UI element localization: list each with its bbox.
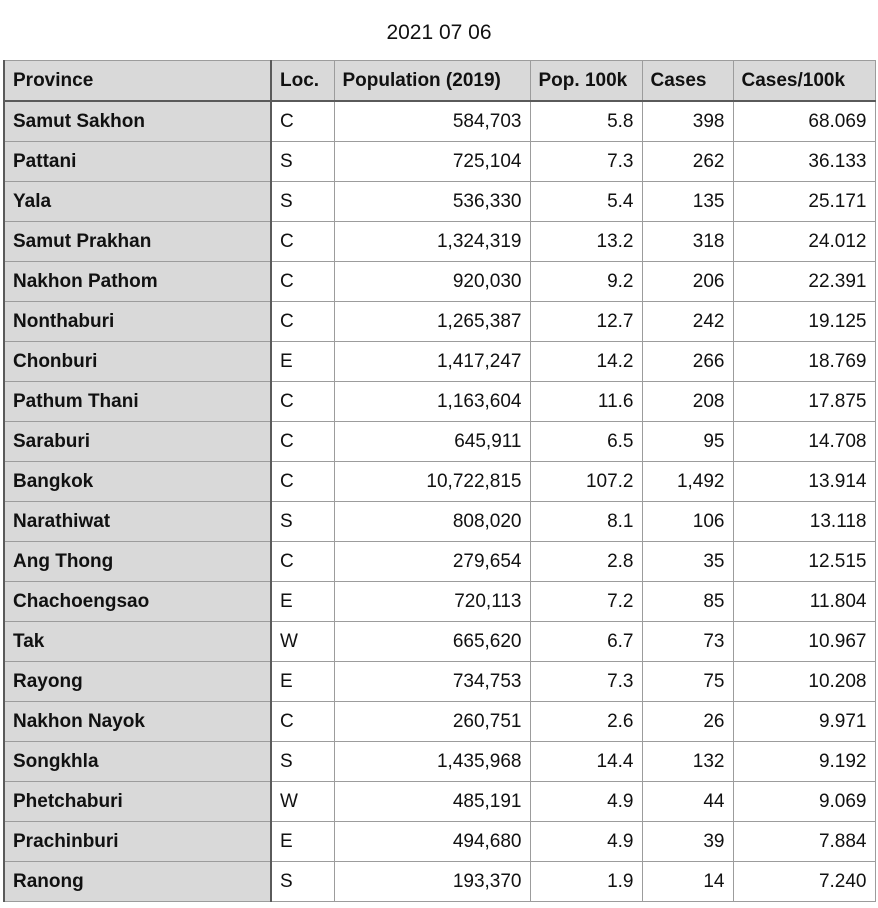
cell-cases: 206 (642, 262, 733, 302)
cell-loc: C (271, 382, 334, 422)
cell-cases-per-100k: 7.884 (733, 822, 875, 862)
cell-population: 260,751 (334, 702, 530, 742)
cell-loc: E (271, 822, 334, 862)
cell-pop-100k: 14.2 (530, 342, 642, 382)
cell-pop-100k: 107.2 (530, 462, 642, 502)
cell-loc: C (271, 222, 334, 262)
cell-cases-per-100k: 11.804 (733, 582, 875, 622)
cell-cases-per-100k: 17.875 (733, 382, 875, 422)
column-header-province: Province (4, 61, 271, 102)
cell-cases-per-100k: 22.391 (733, 262, 875, 302)
cell-pop-100k: 7.2 (530, 582, 642, 622)
table-row (4, 702, 875, 742)
cell-loc: W (271, 782, 334, 822)
cell-cases-per-100k: 12.515 (733, 542, 875, 582)
cell-cases: 266 (642, 342, 733, 382)
cell-loc: S (271, 742, 334, 782)
cell-cases-per-100k: 7.240 (733, 862, 875, 902)
cell-loc: S (271, 862, 334, 902)
header-row (4, 61, 875, 102)
table-row (4, 422, 875, 462)
cell-cases: 35 (642, 542, 733, 582)
cell-cases-per-100k: 9.192 (733, 742, 875, 782)
column-header-pop-100k: Pop. 100k (530, 61, 642, 102)
table-row (4, 262, 875, 302)
cell-cases: 132 (642, 742, 733, 782)
table-row (4, 142, 875, 182)
cell-province: Chachoengsao (4, 582, 271, 622)
cell-cases: 398 (642, 101, 733, 142)
column-header-cases: Cases (642, 61, 733, 102)
cell-cases: 106 (642, 502, 733, 542)
cell-pop-100k: 14.4 (530, 742, 642, 782)
cell-loc: W (271, 622, 334, 662)
cell-province: Chonburi (4, 342, 271, 382)
column-header-cases-per-100k: Cases/100k (733, 61, 875, 102)
cell-population: 485,191 (334, 782, 530, 822)
cell-population: 808,020 (334, 502, 530, 542)
cell-cases-per-100k: 36.133 (733, 142, 875, 182)
cell-cases: 75 (642, 662, 733, 702)
table-row (4, 502, 875, 542)
cell-loc: C (271, 542, 334, 582)
cell-province: Samut Sakhon (4, 101, 271, 142)
cell-loc: C (271, 702, 334, 742)
table-row (4, 862, 875, 902)
cell-province: Nakhon Nayok (4, 702, 271, 742)
cell-loc: S (271, 142, 334, 182)
cell-pop-100k: 13.2 (530, 222, 642, 262)
cell-cases: 85 (642, 582, 733, 622)
table-header (4, 61, 875, 102)
cell-pop-100k: 2.6 (530, 702, 642, 742)
cell-province: Phetchaburi (4, 782, 271, 822)
table-row (4, 222, 875, 262)
cell-province: Pathum Thani (4, 382, 271, 422)
cell-population: 720,113 (334, 582, 530, 622)
cell-cases: 39 (642, 822, 733, 862)
table-row (4, 382, 875, 422)
cell-pop-100k: 6.5 (530, 422, 642, 462)
cell-pop-100k: 5.8 (530, 101, 642, 142)
table-row (4, 462, 875, 502)
cell-province: Samut Prakhan (4, 222, 271, 262)
cell-cases-per-100k: 10.208 (733, 662, 875, 702)
cell-pop-100k: 9.2 (530, 262, 642, 302)
cell-province: Yala (4, 182, 271, 222)
cell-pop-100k: 7.3 (530, 142, 642, 182)
cell-province: Nonthaburi (4, 302, 271, 342)
cell-cases: 14 (642, 862, 733, 902)
cell-province: Tak (4, 622, 271, 662)
cell-cases-per-100k: 19.125 (733, 302, 875, 342)
table-title: 2021 07 06 (386, 21, 492, 44)
cell-pop-100k: 5.4 (530, 182, 642, 222)
cell-population: 10,722,815 (334, 462, 530, 502)
cell-pop-100k: 11.6 (530, 382, 642, 422)
cell-population: 1,417,247 (334, 342, 530, 382)
cell-population: 1,324,319 (334, 222, 530, 262)
table-row (4, 782, 875, 822)
cell-population: 279,654 (334, 542, 530, 582)
table-row (4, 582, 875, 622)
cell-pop-100k: 2.8 (530, 542, 642, 582)
cell-cases-per-100k: 9.971 (733, 702, 875, 742)
column-header-loc: Loc. (271, 61, 334, 102)
cell-cases: 262 (642, 142, 733, 182)
cell-cases-per-100k: 25.171 (733, 182, 875, 222)
cell-loc: S (271, 182, 334, 222)
cell-cases-per-100k: 24.012 (733, 222, 875, 262)
table-row (4, 302, 875, 342)
cell-province: Rayong (4, 662, 271, 702)
cell-population: 584,703 (334, 101, 530, 142)
cell-province: Songkhla (4, 742, 271, 782)
cell-population: 494,680 (334, 822, 530, 862)
cell-cases: 242 (642, 302, 733, 342)
cell-province: Nakhon Pathom (4, 262, 271, 302)
cell-province: Pattani (4, 142, 271, 182)
table-row (4, 182, 875, 222)
cell-cases: 208 (642, 382, 733, 422)
cell-population: 665,620 (334, 622, 530, 662)
cell-cases: 95 (642, 422, 733, 462)
cell-province: Bangkok (4, 462, 271, 502)
cell-cases: 26 (642, 702, 733, 742)
cell-cases: 73 (642, 622, 733, 662)
cell-cases-per-100k: 10.967 (733, 622, 875, 662)
cell-cases-per-100k: 18.769 (733, 342, 875, 382)
table-row (4, 342, 875, 382)
cell-cases-per-100k: 13.914 (733, 462, 875, 502)
cell-province: Narathiwat (4, 502, 271, 542)
cell-population: 734,753 (334, 662, 530, 702)
cell-loc: C (271, 262, 334, 302)
cell-loc: C (271, 422, 334, 462)
cell-loc: E (271, 582, 334, 622)
cell-cases: 135 (642, 182, 733, 222)
cell-cases-per-100k: 13.118 (733, 502, 875, 542)
table-row (4, 542, 875, 582)
column-header-population: Population (2019) (334, 61, 530, 102)
cell-population: 536,330 (334, 182, 530, 222)
cell-population: 725,104 (334, 142, 530, 182)
cell-loc: E (271, 342, 334, 382)
cell-cases-per-100k: 14.708 (733, 422, 875, 462)
cell-population: 1,163,604 (334, 382, 530, 422)
cell-population: 1,265,387 (334, 302, 530, 342)
cell-pop-100k: 4.9 (530, 782, 642, 822)
cell-population: 645,911 (334, 422, 530, 462)
cell-pop-100k: 1.9 (530, 862, 642, 902)
cell-cases: 318 (642, 222, 733, 262)
cell-loc: C (271, 101, 334, 142)
cell-cases: 1,492 (642, 462, 733, 502)
province-cases-table (3, 60, 876, 902)
table-row (4, 662, 875, 702)
cell-cases: 44 (642, 782, 733, 822)
cell-province: Ranong (4, 862, 271, 902)
cell-loc: E (271, 662, 334, 702)
table-row (4, 101, 875, 142)
cell-loc: S (271, 502, 334, 542)
cell-loc: C (271, 462, 334, 502)
cell-pop-100k: 8.1 (530, 502, 642, 542)
table-body (4, 101, 875, 902)
table-row (4, 822, 875, 862)
cell-pop-100k: 6.7 (530, 622, 642, 662)
cell-population: 1,435,968 (334, 742, 530, 782)
cell-population: 920,030 (334, 262, 530, 302)
cell-pop-100k: 7.3 (530, 662, 642, 702)
cell-province: Ang Thong (4, 542, 271, 582)
cell-loc: C (271, 302, 334, 342)
cell-province: Saraburi (4, 422, 271, 462)
table-row (4, 622, 875, 662)
table-row (4, 742, 875, 782)
cell-pop-100k: 4.9 (530, 822, 642, 862)
cell-population: 193,370 (334, 862, 530, 902)
cell-cases-per-100k: 68.069 (733, 101, 875, 142)
cell-province: Prachinburi (4, 822, 271, 862)
cell-pop-100k: 12.7 (530, 302, 642, 342)
cell-cases-per-100k: 9.069 (733, 782, 875, 822)
